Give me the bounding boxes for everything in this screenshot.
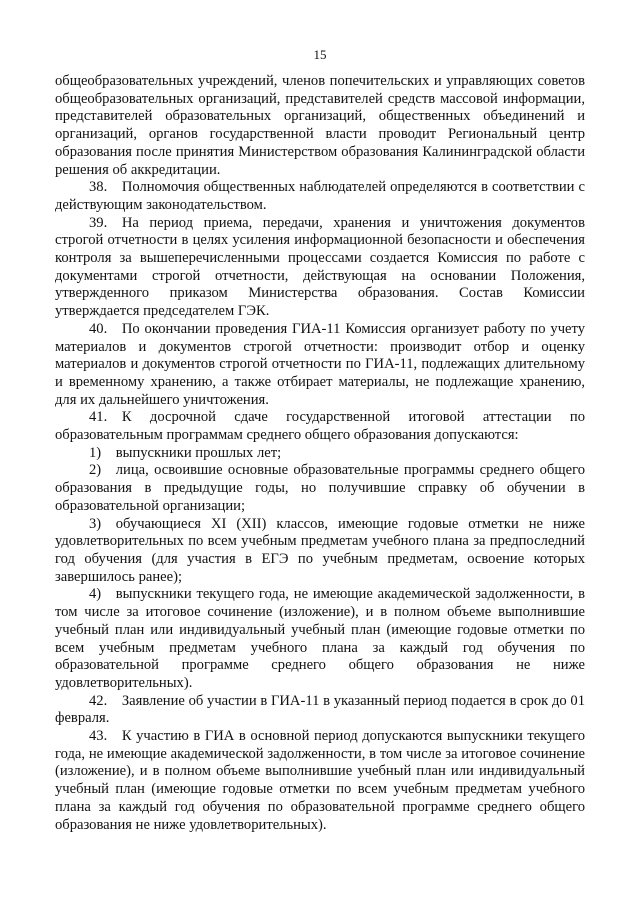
paragraph-38: 38. Полномочия общественных наблюдателей определяются в соответствии с действующим законодательством. — [55, 179, 585, 213]
paragraph-40: 40. По окончании проведения ГИА-11 Комиссия организует работу по учету материалов и документов строгой отчетности: производит отбор и оценку материалов и документов строгой отчетности по ГИА-11, подлежащих длительному и временному хранению, а также отбирает материалы, не подлежащие хранению, для их дальнейшего уничтожения. — [55, 320, 585, 408]
list-item-4: 4) выпускники текущего года, не имеющие академической задолженности, в том числе за итоговое сочинение (изложение), и в полном объеме выполнившие учебный план или индивидуальный учебный план (имеющие годовые отметки по всем учебным предметам учебного плана за каждый год обучения по образовательной программе среднего общего образования не ниже удовлетворительных). — [55, 586, 585, 691]
document-body — [55, 73, 585, 834]
paragraph-continuation: общеобразовательных учреждений, членов попечительских и управляющих советов общеобразовательных организаций, представителей средств массовой информации, представителей образовательных организаций, общественных объединений и организаций, органов государственной власти проводит Региональный центр образования после принятия Министерством образования Калининградской области решения об аккредитации. — [55, 73, 585, 178]
paragraph-41: 41. К досрочной сдаче государственной итоговой аттестации по образовательным программам среднего общего образования допускаются: — [55, 409, 585, 444]
paragraph-43: 43. К участию в ГИА в основной период допускаются выпускники текущего года, не имеющие академической задолженности, в том числе за итоговое сочинение (изложение), и в полном объеме выполнившие учебный план или индивидуальный учебный план (имеющие годовые отметки по всем учебным предметам учебного плана за каждый год обучения по образовательной программе среднего общего образования не ниже удовлетворительных). — [55, 728, 585, 833]
list-item-3: 3) обучающиеся XI (XII) классов, имеющие годовые отметки не ниже удовлетворительных по всем учебным предметам учебного плана за предпоследний год обучения (для участия в ЕГЭ по учебным предметам, освоение которых завершилось ранее); — [55, 515, 585, 585]
paragraph-42: 42. Заявление об участии в ГИА-11 в указанный период подается в срок до 01 февраля. — [55, 692, 585, 727]
page-number: 15 — [313, 47, 327, 62]
list-item-1: 1) выпускники прошлых лет; — [89, 444, 282, 461]
paragraph-39: 39. На период приема, передачи, хранения и уничтожения документов строгой отчетности в целях усиления информационной безопасности и обеспечения контроля за вышеперечисленными процессами создается Комиссия по работе с документами строгой отчетности, действующая на основании Положения, утвержденного приказом Министерства образования. Состав Комиссии утверждается председателем ГЭК. — [55, 214, 585, 320]
list-item-2: 2) лица, освоившие основные образовательные программы среднего общего образования в предыдущие годы, но получившие справку об обучении в образовательной организации; — [55, 462, 585, 514]
